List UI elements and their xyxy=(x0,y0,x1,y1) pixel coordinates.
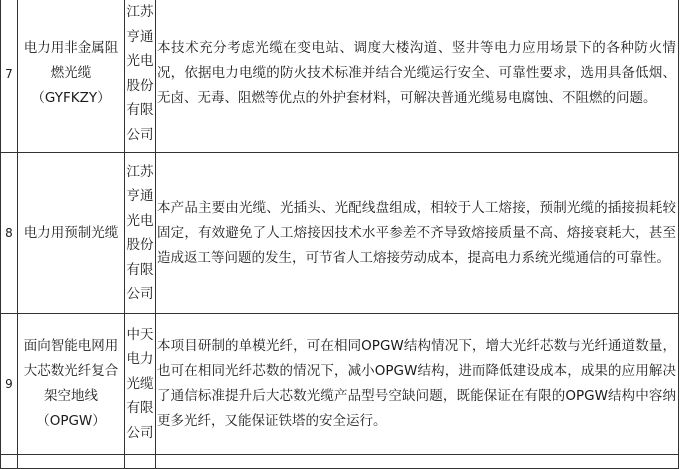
product-description xyxy=(156,455,679,469)
company-line: 股份 xyxy=(126,237,154,253)
product-name: 面向智能电网用大芯数光纤复合架空地线（OPGW） xyxy=(18,314,125,455)
table-row xyxy=(1,153,679,314)
product-name xyxy=(18,455,125,469)
product-name: 电力用预制光缆 xyxy=(18,153,125,314)
company-line: 亨通 xyxy=(126,28,154,45)
company-name xyxy=(125,0,156,153)
row-number: 9 xyxy=(1,314,18,455)
company-line: 有限 xyxy=(126,102,154,118)
row-number: 8 xyxy=(1,153,18,314)
product-description: 本技术充分考虑光缆在变电站、调度大楼沟道、竖井等电力应用场景下的各种防火情况，依据电力电缆的防火技术标准并结合光缆运行安全、可靠性要求，选用具备低烟、无卤、无毒、阻燃等优点的外护套材料，可解决普通光缆易电腐蚀、不阻燃的问题。 xyxy=(156,0,679,153)
table-row xyxy=(1,455,679,469)
company-line: 中天 xyxy=(126,326,154,343)
product-description: 本产品主要由光缆、光插头、光配线盘组成，相较于人工熔接，预制光缆的插接损耗较固定，有效避免了人工熔接因技术水平参差不齐导致熔接质量不高、熔接衰耗大，甚至造成返工等问题的发生，可节省人工熔接劳动成本，提高电力系统光缆通信的可靠性。 xyxy=(156,153,679,314)
table-row xyxy=(1,314,679,455)
company-line: 电力 xyxy=(126,351,154,368)
company-line: 江苏 xyxy=(126,163,154,180)
company-line: 光电 xyxy=(126,212,154,229)
row-number xyxy=(1,455,18,469)
company-line: 公司 xyxy=(126,286,154,302)
company-line: 江苏 xyxy=(126,4,154,20)
company-line: 公司 xyxy=(126,126,154,143)
company-name xyxy=(125,455,156,469)
company-line: 亨通 xyxy=(126,188,154,204)
table-row xyxy=(1,0,679,153)
company-line: 有限 xyxy=(126,400,154,417)
company-line: 股份 xyxy=(126,77,154,94)
company-line: 公司 xyxy=(126,424,154,441)
product-description: 本项目研制的单模光纤，可在相同OPGW结构情况下，增大光纤芯数与光纤通道数量，也可在相同光纤芯数的情况下，减小OPGW结构，进而降低建设成本，成果的应用解决了通信标准提升后大芯数光缆产品型号空缺问题，既能保证在有限的OPGW结构中容纳更多光纤，又能保证铁塔的安全运行。 xyxy=(156,314,679,455)
company-line: 光缆 xyxy=(126,375,154,392)
company-line: 有限 xyxy=(126,261,154,278)
company-name xyxy=(125,314,156,455)
company-line: 光电 xyxy=(126,53,154,69)
product-name: 电力用非金属阻燃光缆（GYFKZY） xyxy=(18,0,125,153)
row-number: 7 xyxy=(1,0,18,153)
company-name xyxy=(125,153,156,314)
